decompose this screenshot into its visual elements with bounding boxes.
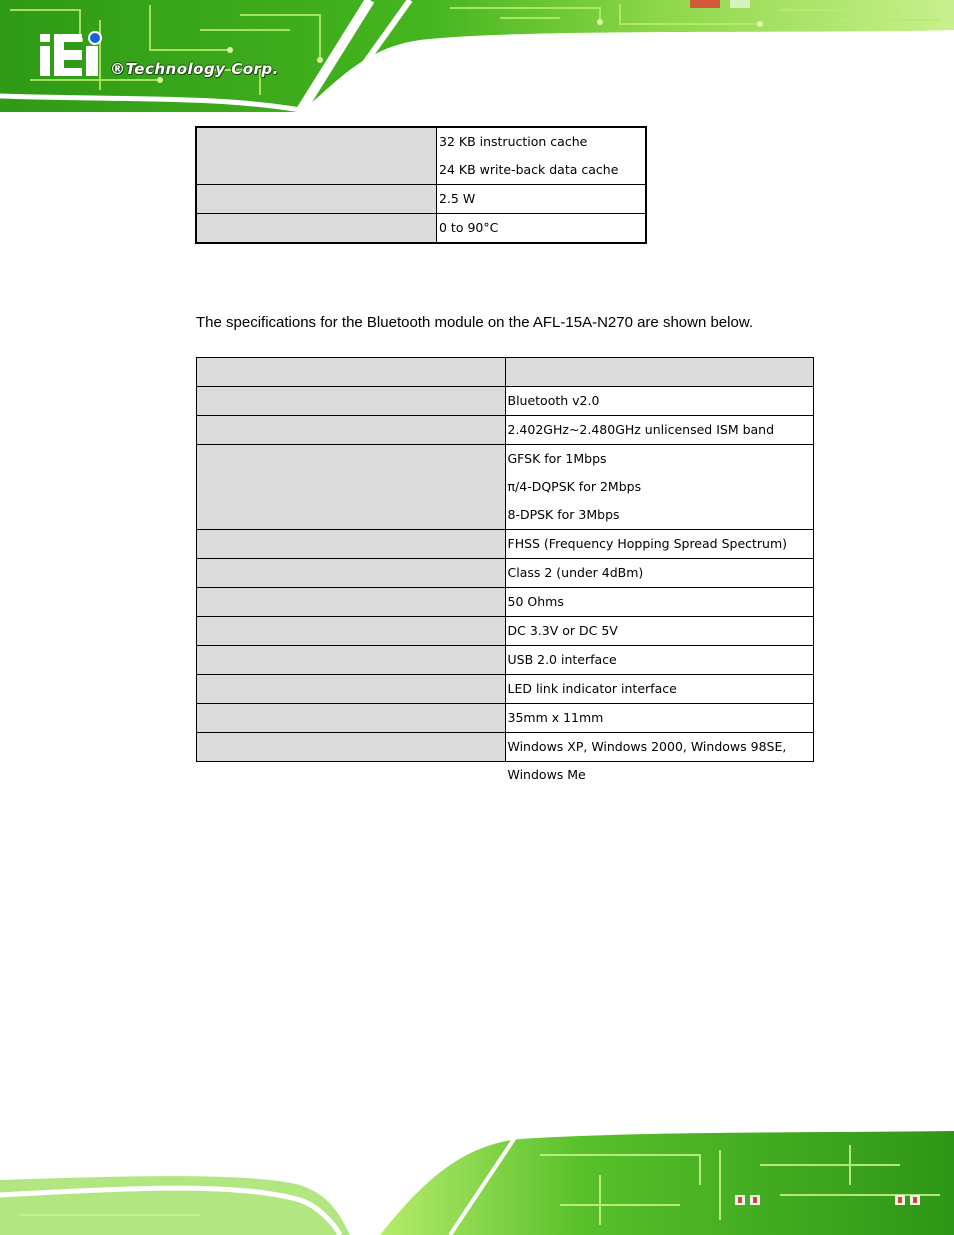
spec-value-line: USB 2.0 interface [507, 652, 617, 667]
header-banner [0, 0, 954, 112]
spec-value-line: 0 to 90°C [439, 220, 499, 235]
spec-value-line: 8-DPSK for 3Mbps [507, 507, 620, 522]
bluetooth-intro-text: The specifications for the Bluetooth module on the AFL-15A-N270 are shown below. [196, 314, 753, 331]
table-row [197, 704, 814, 733]
spec-value-line: 32 KB instruction cache [439, 134, 588, 149]
table-row [197, 617, 814, 646]
table-row [196, 127, 646, 185]
table-row [196, 185, 646, 214]
brand-text: ®Technology Corp. [110, 60, 279, 78]
table-header-row [197, 358, 814, 387]
spec-value-cell [505, 445, 814, 530]
spec-label-cell [196, 214, 437, 244]
spec-value-cell [437, 185, 647, 214]
spec-value-line: FHSS (Frequency Hopping Spread Spectrum) [507, 536, 788, 551]
spec-label-cell [197, 559, 506, 588]
spec-label-cell [197, 530, 506, 559]
table-row [197, 416, 814, 445]
bluetooth-spec-table [196, 357, 814, 782]
spec-label-cell [197, 387, 506, 416]
table-row [197, 445, 814, 530]
spec-value-cell [505, 646, 814, 675]
spec-value-line: LED link indicator interface [507, 681, 677, 696]
spec-label-cell [197, 733, 506, 762]
header-cell-value [505, 358, 814, 387]
table-row [197, 387, 814, 416]
spec-value-line: DC 3.3V or DC 5V [507, 623, 618, 638]
spec-value-cell [437, 127, 647, 185]
spec-label-cell [197, 588, 506, 617]
spec-value-line: 2.402GHz~2.480GHz unlicensed ISM band [507, 422, 775, 437]
spec-label-cell [197, 675, 506, 704]
spec-value-cell [505, 617, 814, 646]
spec-value-line: π/4-DQPSK for 2Mbps [507, 479, 642, 494]
spec-label-cell [196, 185, 437, 214]
footer-banner [0, 1125, 954, 1235]
spec-label-cell [197, 704, 506, 733]
spec-value-cell [505, 530, 814, 559]
circuit-board-header-image [0, 0, 954, 112]
iei-logo-icon [38, 30, 108, 80]
table-row [197, 675, 814, 704]
spec-value-cell [505, 675, 814, 704]
spec-value-cell [437, 214, 647, 244]
spec-value-line: Class 2 (under 4dBm) [507, 565, 644, 580]
spec-label-cell [197, 416, 506, 445]
spec-label-cell [197, 646, 506, 675]
spec-value-cell [505, 588, 814, 617]
spec-value-line: Windows XP, Windows 2000, Windows 98SE, Windows Me [507, 739, 787, 782]
spec-value-cell [505, 387, 814, 416]
spec-value-line: 35mm x 11mm [507, 710, 604, 725]
circuit-board-footer-image [0, 1125, 954, 1235]
processor-spec-table [195, 126, 647, 244]
spec-value-line: 24 KB write-back data cache [439, 162, 619, 177]
spec-value-cell [505, 704, 814, 733]
spec-value-line: Bluetooth v2.0 [507, 393, 600, 408]
spec-value-cell [505, 416, 814, 445]
spec-label-cell [197, 445, 506, 530]
spec-value-line: 2.5 W [439, 191, 476, 206]
table-row [197, 646, 814, 675]
table-row [197, 559, 814, 588]
table-row [196, 214, 646, 244]
spec-value-line: 50 Ohms [507, 594, 564, 609]
spec-label-cell [197, 617, 506, 646]
spec-value-cell [505, 733, 814, 782]
table-row [197, 588, 814, 617]
table-row [197, 733, 814, 762]
spec-value-line: GFSK for 1Mbps [507, 451, 607, 466]
table-row [197, 530, 814, 559]
spec-label-cell [196, 127, 437, 185]
spec-value-cell [505, 559, 814, 588]
header-cell-key [197, 358, 506, 387]
